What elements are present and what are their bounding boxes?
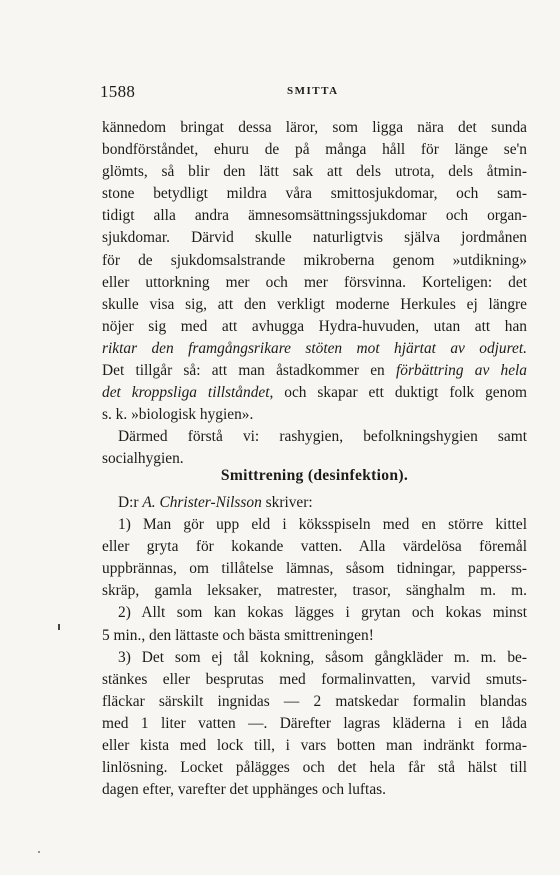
- text-line: skulle visa sig, att den verkligt moderne Herkules ej längre: [102, 295, 527, 313]
- running-head: [100, 82, 528, 106]
- text-line: 5 min., den lättaste och bästa smittreningen!: [102, 626, 374, 644]
- text-line: Därmed förstå vi: rashygien, befolkningshygien samt: [118, 428, 527, 446]
- text-line: socialhygien.: [102, 450, 184, 468]
- margin-mark: [58, 624, 60, 630]
- text-line: 3) Det som ej tål kokning, såsom gångkläder m. m. be-: [118, 648, 527, 666]
- text-line: kännedom bringat dessa läror, som ligga nära det sunda: [102, 119, 527, 136]
- text-line: dagen efter, varefter det upphänges och luftas.: [102, 781, 386, 799]
- italic-text-line: riktar den framgångsrikare stöten mot hjärtat av odjuret.: [102, 339, 527, 357]
- text-line: sjukdomar. Därvid skulle naturligtvis själva jordmånen: [102, 229, 527, 247]
- author-name: A. Christer-Nilsson: [142, 494, 262, 511]
- italic-text-run: det kroppsliga tillståndet: [102, 384, 270, 402]
- text-run: , och skapar ett duktigt folk genom: [269, 384, 527, 402]
- text-line: tidigt alla andra ämnesomsättningssjukdomar och organ-: [102, 207, 527, 225]
- text-line: glömts, så blir den lätt sak att dels utrota, dels åtmin-: [102, 163, 527, 181]
- section-heading: Smittrening (desinfektion).: [220, 467, 409, 484]
- text-line: uppbrännas, om tillåtelse lämnas, såsom tidningar, papperss-: [102, 560, 527, 578]
- body-text-lower: [102, 492, 527, 801]
- text-line: eller gryta för kokande vatten. Alla värdelösa föremål: [102, 538, 527, 556]
- text-line: med 1 liter vatten —. Därefter lagras kläderna i en låda: [102, 714, 527, 732]
- text-line: fläckar särskilt ingnidas — 2 matskedar formalin blandas: [102, 692, 527, 710]
- text-line: för de sjukdomsalstrande mikroberna genom »utdikning»: [102, 251, 527, 269]
- text-line: bondförståndet, ehuru de på många håll för länge se'n: [102, 141, 527, 159]
- page-number: 1588: [100, 82, 136, 101]
- text-line: stänkes eller besprutas med formalinvatten, varvid smuts-: [102, 670, 527, 688]
- italic-text-run: förbättring av hela: [395, 362, 527, 380]
- text-run: skriver:: [261, 494, 313, 511]
- paper-speck: [38, 851, 40, 853]
- text-line: eller kista med lock till, i vars botten man indränkt forma-: [102, 737, 527, 755]
- text-run: D:r: [118, 494, 143, 511]
- text-line-mixed: [102, 360, 527, 382]
- text-line: skräp, gamla leksaker, matrester, trasor, sänghalm m. m.: [102, 582, 527, 600]
- body-text-upper: [102, 117, 527, 471]
- text-line-mixed: [102, 382, 527, 404]
- text-line: linlösning. Locket pålägges och det hela får stå hälst till: [102, 759, 527, 777]
- text-line: 1) Man gör upp eld i köksspiseln med en större kittel: [118, 516, 527, 534]
- author-line: [102, 492, 527, 514]
- text-line: stone betydligt mildra våra smittosjukdomar, och sam-: [102, 185, 527, 203]
- text-line: nöjer sig med att avhugga Hydra-huvuden, utan att han: [102, 317, 527, 335]
- running-title: SMITTA: [287, 85, 339, 97]
- text-run: Det tillgår så: att man åstadkommer en: [102, 362, 396, 380]
- text-line: 2) Allt som kan kokas lägges i grytan och kokas minst: [118, 604, 527, 622]
- text-line: s. k. »biologisk hygien».: [102, 406, 254, 424]
- text-line: eller uttorkning mer och mer försvinna. Korteligen: det: [102, 273, 527, 291]
